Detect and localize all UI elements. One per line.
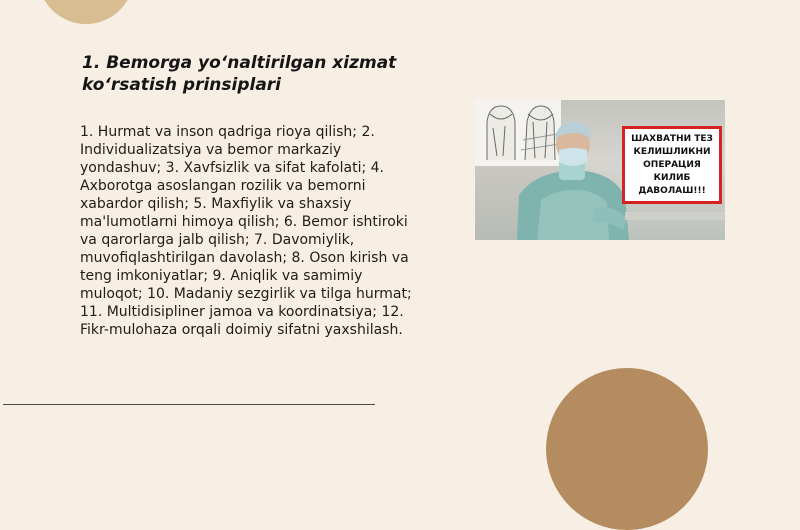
decorative-circle-top xyxy=(38,0,134,24)
anatomy-sketch-left xyxy=(487,106,515,160)
photo-table xyxy=(625,212,725,220)
photo-caption-box xyxy=(622,126,722,204)
anatomy-sketch-right xyxy=(521,106,559,160)
photo-caption-text: ШАХВАТНИ ТЕЗ КЕЛИШЛИКНИ ОПЕРАЦИЯ КИЛИБ ДАВОЛАШ!!! xyxy=(631,133,713,196)
medical-photo xyxy=(475,100,725,240)
decorative-circle-bottom xyxy=(546,368,708,530)
slide-body-text: 1. Hurmat va inson qadriga rioya qilish; 2. Individualizatsiya va bemor markaziy yondashuv; 3. Xavfsizlik va sifat kafolati; 4. Axborotga asoslangan rozilik va bemorni xabardor qilish; 5. Maxfiylik va shaxsiy ma'lumotlarni himoya qilish; 6. Bemor ishtiroki va qarorlarga jalb qilish; 7. Davomiylik, muvofiqlashtirilgan davolash; 8. Oson kirish va teng imkoniyatlar; 9. Aniqlik va samimiy muloqot; 10. Madaniy sezgirlik va tilga hurmat; 11. Multidisipliner jamoa va koordinatsiya; 12. Fikr-mulohaza orqali doimiy sifatni yaxshilash. xyxy=(80,124,412,338)
divider-line xyxy=(3,404,375,405)
slide-title: 1. Bemorga yo‘naltirilgan xizmat ko‘rsatish prinsiplari xyxy=(82,53,397,95)
